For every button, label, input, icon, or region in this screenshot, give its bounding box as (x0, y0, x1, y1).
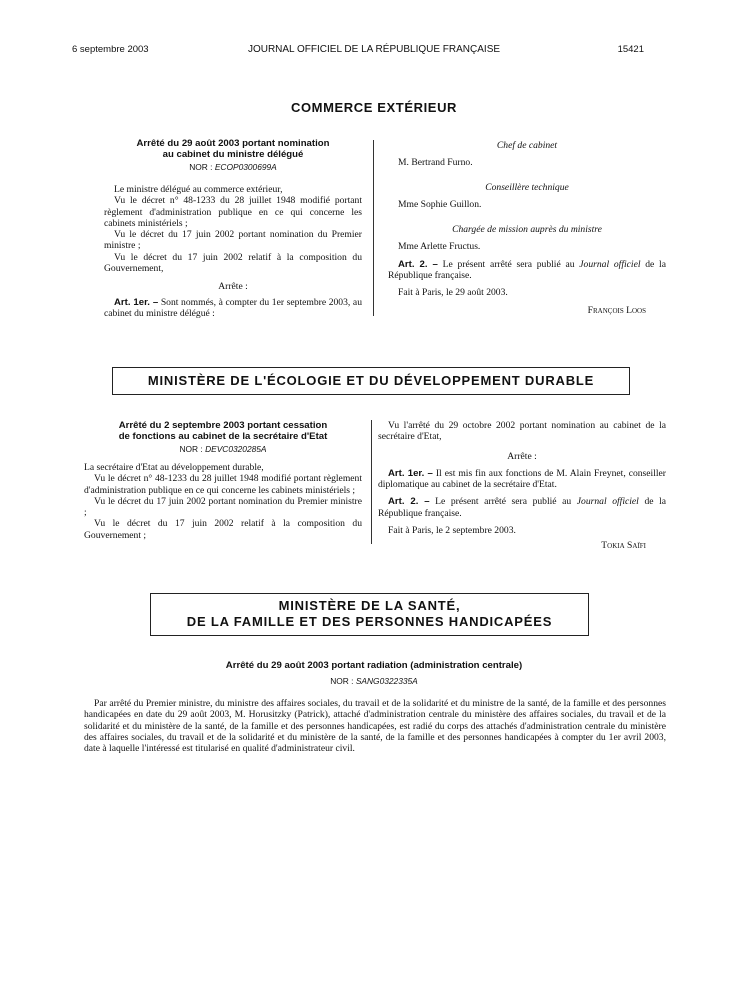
ecologie-arrete: Arrête : (507, 450, 537, 462)
section-box-sante (150, 593, 589, 636)
section-title-sante-line2: DE LA FAMILLE ET DES PERSONNES HANDICAPÉES (186, 614, 553, 629)
commerce-nor: NOR : ECOP0300699A (189, 162, 277, 172)
sante-body: Par arrêté du Premier ministre, du ministre des affaires sociales, du travail et de la solidarité et du ministre de la santé, de la famille et des personnes handicapées en date du 29 août 2003, M. Horusitzky (Patrick), attaché d'administration centrale du ministère des affaires sociales, du travail et de la solidarité et du ministère de la santé, de la famille et des personnes handicapées, est radié du corps des attachés d'administration centrale du ministère des affaires sociales, du travail et de la solidarité et du ministère de la santé, de la famille et des personnes handicapées à compter du 1er avril 2003, date à laquelle l'intéressé est titularisé en qualité d'administrateur civil. (84, 698, 666, 755)
commerce-p4: Vu le décret du 17 juin 2002 relatif à la composition du Gouvernement, (104, 251, 362, 275)
commerce-name-2: Mme Sophie Guillon. (398, 198, 482, 210)
ecologie-art2: Art. 2. – Le présent arrêté sera publié au Journal officiel de la République française. (378, 496, 667, 519)
commerce-right-column (388, 140, 666, 316)
commerce-p1: Le ministre délégué au commerce extérieur, (114, 184, 283, 195)
commerce-role-2: Conseillère technique (485, 181, 569, 193)
commerce-p2: Vu le décret n° 48-1233 du 28 juillet 1948 modifié portant règlement d'administration publique en ce qui concerne les cabinets ministériels ; (104, 195, 362, 229)
ecologie-article-title: Arrêté du 2 septembre 2003 portant cessation de fonctions au cabinet de la secrétaire d'Etat (118, 420, 328, 442)
commerce-role-1: Chef de cabinet (496, 140, 558, 151)
commerce-art2: Art. 2. – Le présent arrêté sera publié au Journal officiel de la République française. (388, 258, 666, 282)
section-title-sante-line1: MINISTÈRE DE LA SANTÉ, (278, 598, 461, 613)
ecologie-left-column (84, 420, 362, 541)
section-box-ecologie (112, 367, 630, 395)
section-title-ecologie: MINISTÈRE DE L'ÉCOLOGIE ET DU DÉVELOPPEMENT DURABLE (147, 373, 595, 388)
sante-nor: NOR : SANG0322335A (330, 676, 418, 686)
commerce-arrete: Arrête : (218, 281, 248, 293)
ecologie-p1: La secrétaire d'Etat au développement durable, (84, 462, 264, 473)
ecologie-right-column (378, 420, 666, 552)
ecologie-fait: Fait à Paris, le 2 septembre 2003. (388, 525, 516, 537)
commerce-name-1: M. Bertrand Furno. (398, 157, 473, 169)
header-page-number: 15421 (617, 44, 644, 55)
commerce-art1: Art. 1er. – Sont nommés, à compter du 1er septembre 2003, au cabinet du ministre délégué : (104, 296, 362, 319)
sante-article-title: Arrêté du 29 août 2003 portant radiation (administration centrale) (225, 660, 523, 671)
column-divider-2 (371, 420, 372, 544)
commerce-p3: Vu le décret du 17 juin 2002 portant nomination du Premier ministre ; (104, 229, 362, 252)
ecologie-p5: Vu l'arrêté du 29 octobre 2002 portant nomination au cabinet de la secrétaire d'Etat, (378, 420, 666, 443)
ecologie-art1: Art. 1er. – Il est mis fin aux fonctions de M. Alain Freynet, conseiller diplomatique au cabinet de la secrétaire d'Etat. (378, 467, 666, 491)
ecologie-p4: Vu le décret du 17 juin 2002 relatif à la composition du Gouvernement ; (84, 518, 362, 541)
commerce-fait: Fait à Paris, le 29 août 2003. (398, 287, 508, 299)
ecologie-p3: Vu le décret du 17 juin 2002 portant nomination du Premier ministre ; (84, 495, 362, 519)
commerce-name-3: Mme Arlette Fructus. (398, 241, 481, 253)
ecologie-signature: Tokia Saïfi (601, 540, 646, 552)
commerce-article-title: Arrêté du 29 août 2003 portant nomination au cabinet du ministre délégué (136, 138, 330, 160)
column-divider (373, 140, 374, 316)
ecologie-p2: Vu le décret n° 48-1233 du 28 juillet 1948 modifié portant règlement d'administration publique en ce qui concerne les cabinets ministériels ; (84, 473, 362, 496)
header-journal-title: JOURNAL OFFICIEL DE LA RÉPUBLIQUE FRANÇAISE (247, 44, 501, 55)
commerce-left-column (104, 138, 362, 319)
header-date: 6 septembre 2003 (72, 44, 149, 55)
section-title-commerce: COMMERCE EXTÉRIEUR (290, 100, 458, 115)
commerce-role-3: Chargée de mission auprès du ministre (452, 224, 602, 236)
commerce-signature: François Loos (587, 304, 646, 316)
ecologie-nor: NOR : DEVC0320285A (179, 444, 267, 454)
